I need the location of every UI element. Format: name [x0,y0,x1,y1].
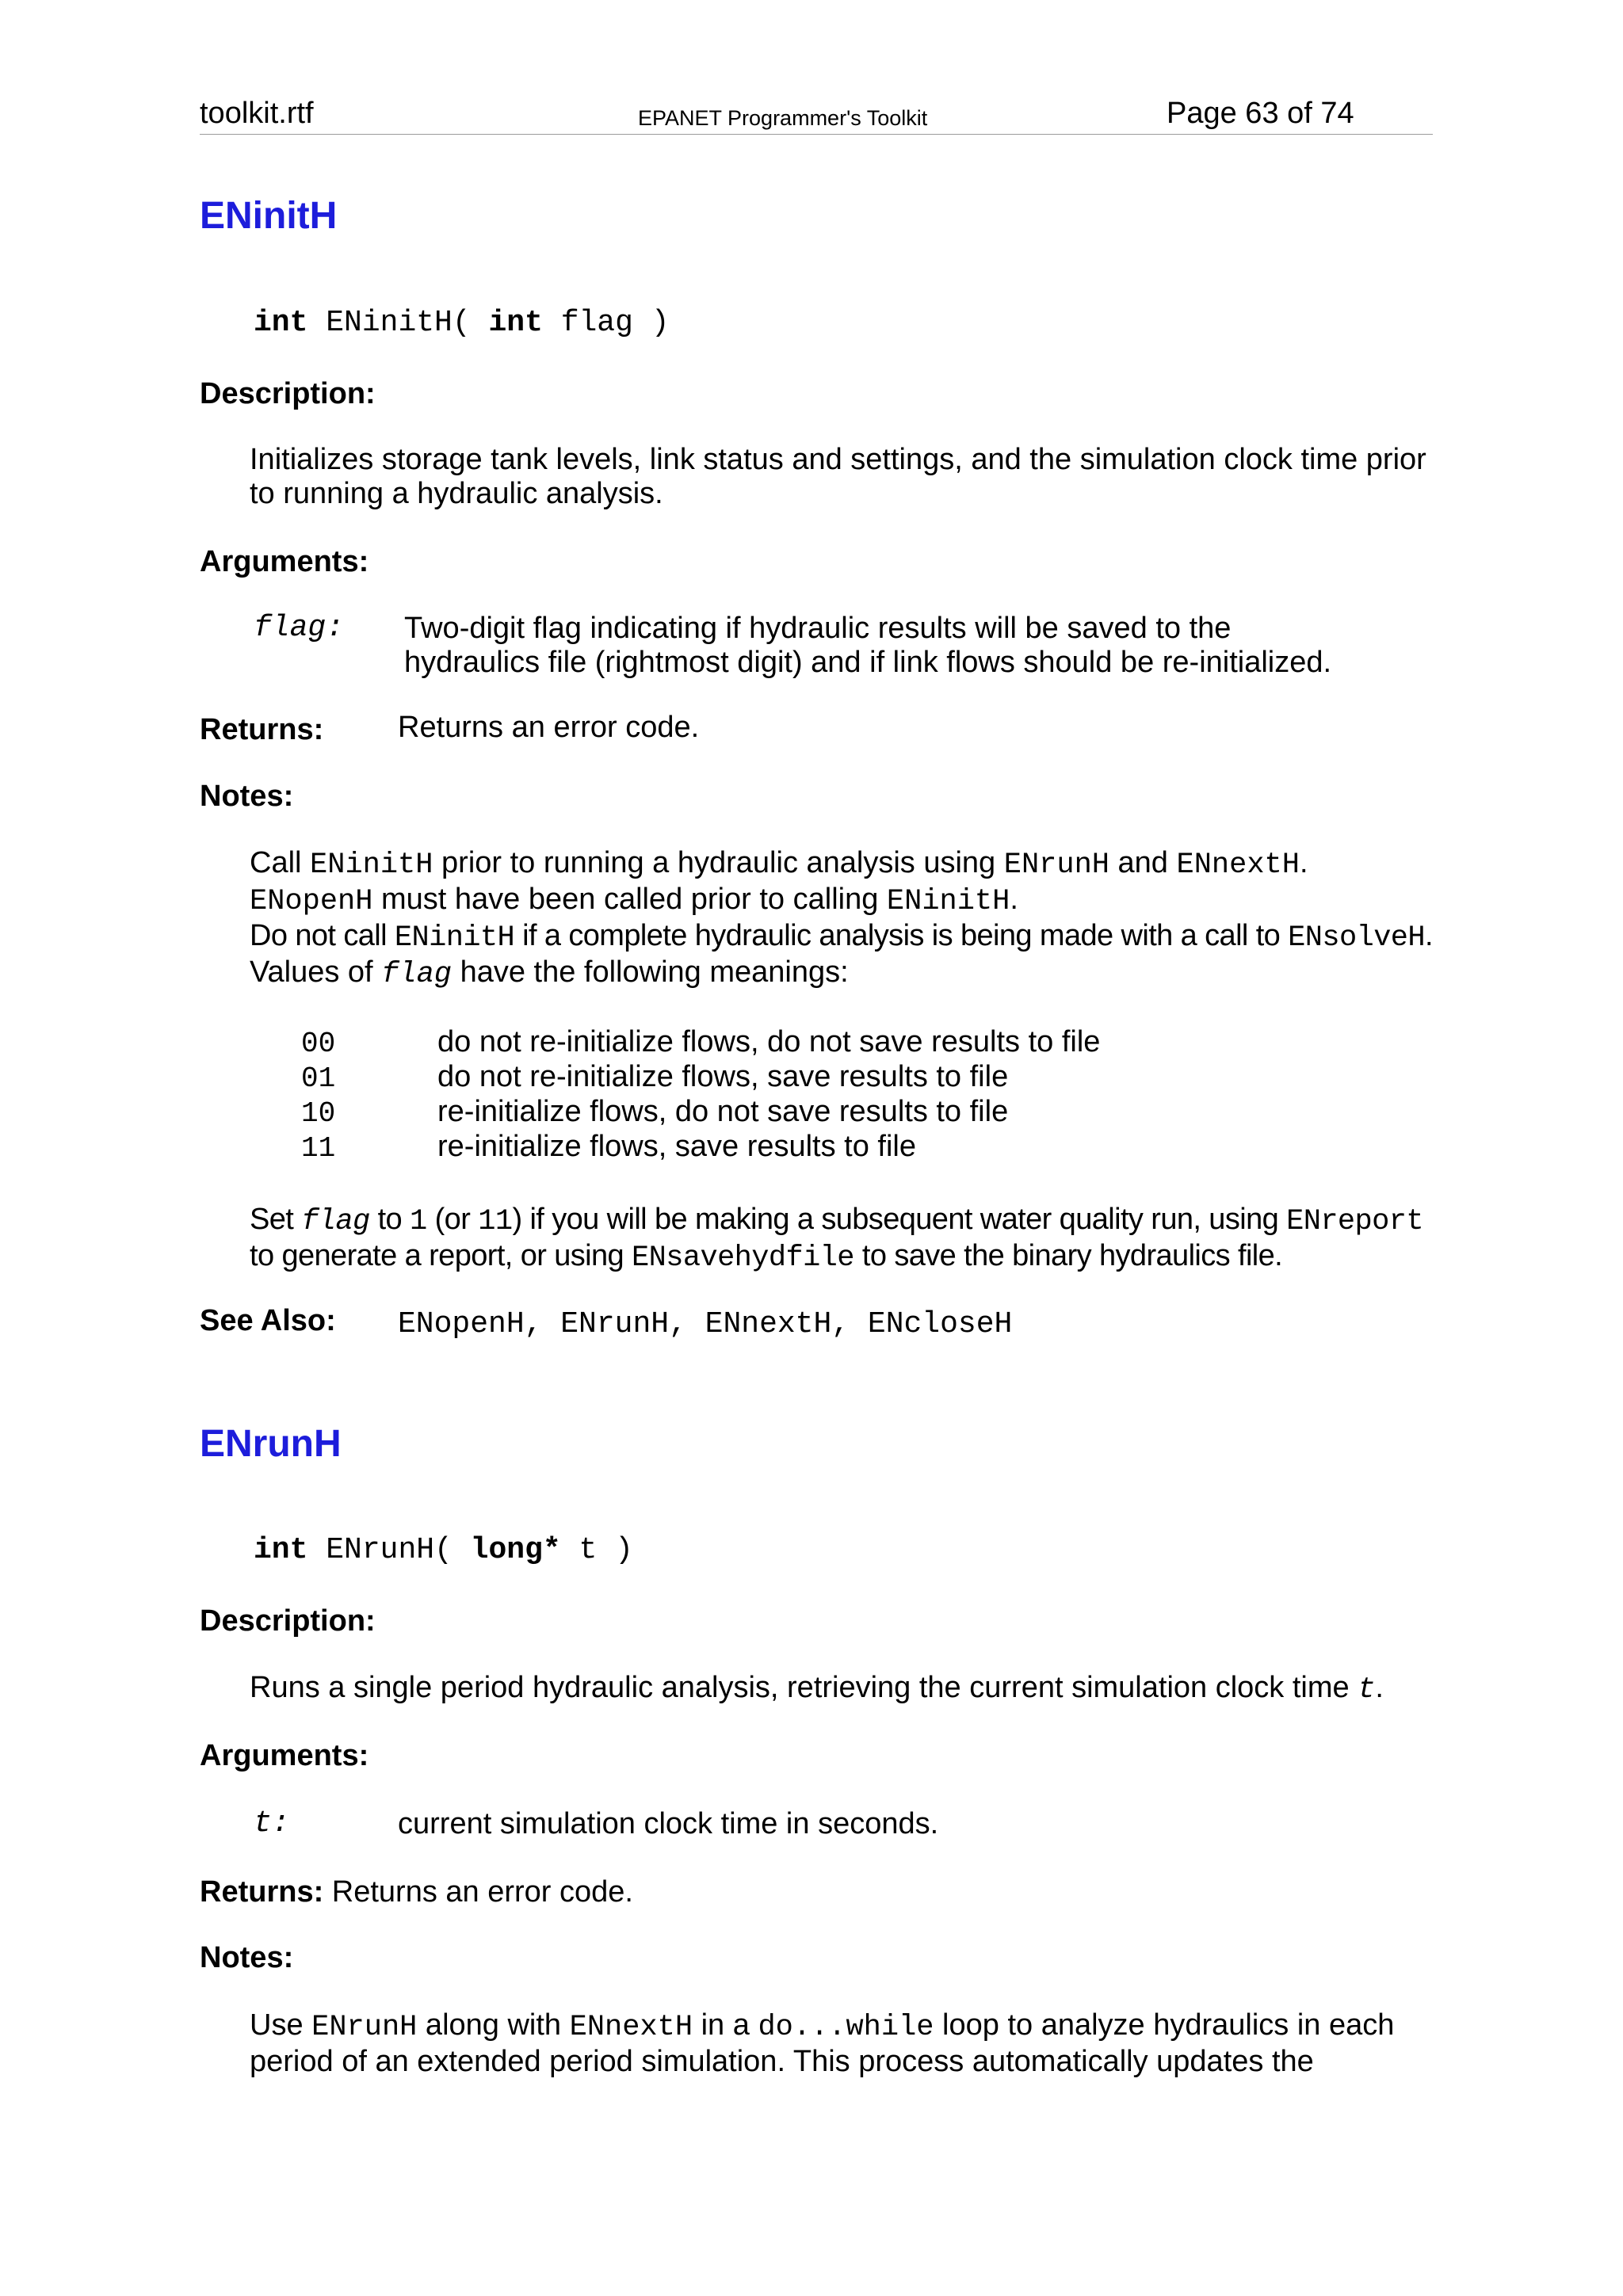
flag-meaning: re-initialize flows, do not save results to file [437,1095,1009,1128]
eninith-notes-line2: ENopenH must have been called prior to calling ENinitH. [250,883,1018,918]
code-eninith: ENinitH [310,849,433,882]
eninith-description-label: Description: [200,377,376,410]
sig-keyword: int [254,1533,308,1567]
eninith-signature [254,306,670,340]
enrunh-notes-line2: period of an extended period simulation. This process automatically updates the [250,2045,1314,2078]
flag-meaning: re-initialize flows, save results to file [437,1130,916,1163]
enrunh-arg-t-text: current simulation clock time in seconds. [398,1807,939,1840]
sig-function: ENinitH( [307,306,489,340]
enrunh-arg-t-name: t: [254,1806,290,1840]
enrunh-returns-label: Returns: [200,1875,324,1909]
code-ennexth: ENnextH [1176,849,1300,882]
code-enrunh: ENrunH [311,2011,418,2044]
eninith-description-line1: Initializes storage tank levels, link status and settings, and the simulation clock time prior [250,443,1426,476]
code-flag: flag [301,1205,370,1238]
flag-code: 11 [301,1132,336,1165]
eninith-see-also-label: See Also: [200,1304,336,1337]
code-enreport: ENreport [1286,1205,1423,1238]
code-eninith: ENinitH [886,885,1010,918]
enrunh-notes-line1: Use ENrunH along with ENnextH in a do...while loop to analyze hydraulics in each [250,2008,1395,2044]
eninith-set-line2: to generate a report, or using ENsavehydfile to save the binary hydraulics file. [250,1239,1283,1275]
eninith-notes-line1: Call ENinitH prior to running a hydraulic analysis using ENrunH and ENnextH. [250,846,1308,882]
flag-code: 01 [301,1062,336,1095]
eninith-set-line1: Set flag to 1 (or 11) if you will be making a subsequent water quality run, using ENreport [250,1203,1423,1238]
code-flag: flag [381,958,453,991]
sig-function: ENrunH( [307,1533,471,1567]
code-eninith: ENinitH [394,921,515,955]
eninith-see-also-list: ENopenH, ENrunH, ENnextH, ENcloseH [398,1307,1013,1341]
flag-code: 10 [301,1097,336,1130]
code-do-while: do...while [758,2011,934,2044]
header-divider [200,134,1433,135]
eninith-notes-label: Notes: [200,780,294,813]
code-t: t [1358,1673,1376,1707]
eninith-returns-text: Returns an error code. [398,711,700,744]
eninith-notes-line4: Values of flag have the following meanings: [250,955,849,991]
sig-params: t ) [560,1533,633,1567]
eninith-description-line2: to running a hydraulic analysis. [250,477,663,510]
eninith-notes-line3: Do not call ENinitH if a complete hydraulic analysis is being made with a call to ENsolveH. [250,919,1433,955]
header-doc-title: EPANET Programmer's Toolkit [638,106,928,130]
code-ennexth: ENnextH [569,2011,693,2044]
enrunh-notes-label: Notes: [200,1941,294,1974]
sig-keyword: int [254,306,308,340]
sig-params: flag ) [542,306,670,340]
eninith-arg-flag-line2: hydraulics file (rightmost digit) and if link flows should be re-initialized. [404,646,1332,679]
code-ensolveh: ENsolveH [1288,921,1426,955]
eninith-arg-flag-name: flag: [254,611,345,645]
eninith-arguments-label: Arguments: [200,545,369,578]
code-enrunh: ENrunH [1003,849,1109,882]
enrunh-arguments-label: Arguments: [200,1739,369,1772]
flag-code: 00 [301,1028,336,1060]
enrunh-returns [200,1874,633,1910]
sig-keyword: long* [470,1533,561,1567]
eninith-title: ENinitH [200,195,338,237]
header-filename: toolkit.rtf [200,97,314,130]
enrunh-description: Runs a single period hydraulic analysis, retrieving the current simulation clock time t. [250,1671,1384,1707]
enrunh-description-label: Description: [200,1604,376,1638]
sig-keyword: int [488,306,543,340]
enrunh-title: ENrunH [200,1423,342,1465]
code-ensavehydfile: ENsavehydfile [632,1241,854,1275]
code-enopenh: ENopenH [250,885,373,918]
enrunh-returns-text: Returns an error code. [323,1875,633,1909]
eninith-arg-flag-line1: Two-digit flag indicating if hydraulic results will be saved to the [404,612,1232,645]
header-page-number: Page 63 of 74 [1167,97,1354,130]
enrunh-signature [254,1533,633,1567]
flag-meaning: do not re-initialize flows, save results to file [437,1060,1009,1093]
flag-meaning: do not re-initialize flows, do not save results to file [437,1025,1101,1058]
eninith-returns-label: Returns: [200,713,324,746]
